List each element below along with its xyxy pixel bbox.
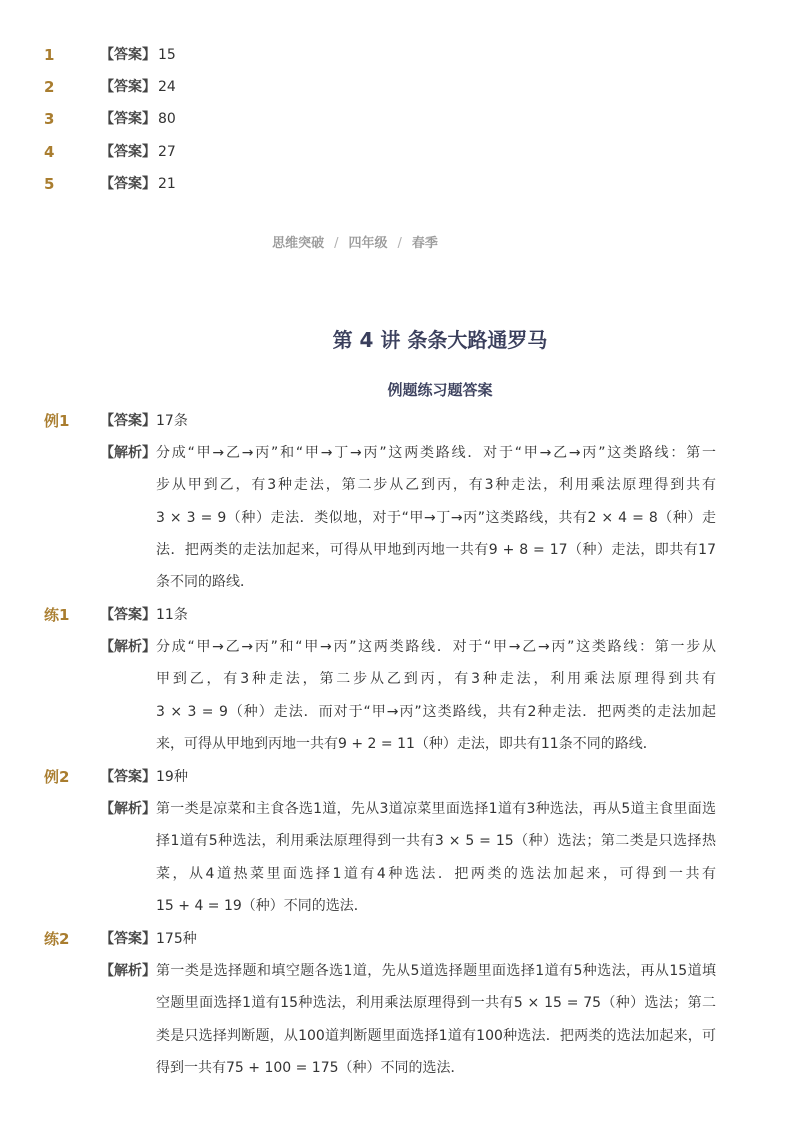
- analysis-line: 甲到乙，有3种走法，第二步从乙到丙，有3种走法，利用乘法原理得到共有: [156, 671, 716, 688]
- exercise-label: 练1: [44, 606, 70, 624]
- answer-value: 24: [158, 79, 176, 95]
- page-footer-brand: [0, 232, 710, 251]
- analysis-tag: 【解析】: [100, 639, 156, 655]
- answer-number: 1: [44, 46, 55, 64]
- analysis-line: 菜，从4道热菜里面选择1道有4种选法．把两类的选法加起来，可得到一共有: [156, 865, 716, 882]
- analysis-text: [156, 955, 716, 1084]
- exercise-label: 例2: [44, 768, 70, 786]
- analysis-line: 3 × 3 = 9（种）走法．类似地，对于“甲→丁→丙”这类路线，共有2 × 4 = 8（种）走: [156, 509, 716, 526]
- answer-value: 21: [158, 176, 176, 192]
- analysis-line: 法．把两类的走法加起来，可得从甲地到丙地一共有9 + 8 = 17（种）走法，即共有17: [156, 541, 716, 558]
- answer-number: 3: [44, 110, 55, 128]
- answer-value: 11条: [156, 607, 188, 623]
- analysis-line: 步从甲到乙，有3种走法，第二步从乙到丙，有3种走法，利用乘法原理得到共有: [156, 477, 716, 494]
- analysis-tag: 【解析】: [100, 963, 156, 979]
- answer-number: 4: [44, 143, 55, 161]
- analysis-text: [156, 631, 716, 760]
- answer-number: 5: [44, 175, 55, 193]
- answer-tag: 【答案】: [100, 111, 156, 127]
- answer-value: 17条: [156, 413, 188, 429]
- analysis-line: 择1道有5种选法，利用乘法原理得到一共有3 × 5 = 15（种）选法；第二类是只选择热: [156, 833, 716, 850]
- analysis-line: 分成“甲→乙→丙”和“甲→丙”这两类路线．对于“甲→乙→丙”这类路线：第一步从: [156, 639, 716, 655]
- separator: /: [334, 236, 339, 251]
- analysis-text: [156, 793, 716, 922]
- analysis-line: 3 × 3 = 9（种）走法．而对于“甲→丙”这类路线，共有2种走法．把两类的走法加起: [156, 703, 716, 720]
- analysis-line: 分成“甲→乙→丙”和“甲→丁→丙”这两类路线．对于“甲→乙→丙”这类路线：第一: [156, 445, 716, 461]
- answer-tag: 【答案】: [100, 607, 156, 623]
- answer-number: 2: [44, 78, 55, 96]
- separator: /: [397, 236, 402, 251]
- answer-value: 175种: [156, 931, 197, 947]
- answer-tag: 【答案】: [100, 176, 156, 192]
- answer-tag: 【答案】: [100, 144, 156, 160]
- lecture-title: 第 4 讲 条条大路通罗马: [332, 328, 548, 352]
- grade-label: 四年级: [348, 236, 388, 251]
- analysis-line: 得到一共有75 + 100 = 175（种）不同的选法．: [156, 1059, 465, 1076]
- answer-tag: 【答案】: [100, 47, 156, 63]
- answer-value: 27: [158, 144, 176, 160]
- answer-tag: 【答案】: [100, 79, 156, 95]
- answer-tag: 【答案】: [100, 413, 156, 429]
- section-title: 例题练习题答案: [387, 381, 493, 399]
- analysis-tag: 【解析】: [100, 445, 156, 461]
- analysis-line: 第一类是凉菜和主食各选1道，先从3道凉菜里面选择1道有3种选法，再从5道主食里面选: [156, 801, 716, 817]
- exercise-label: 例1: [44, 412, 70, 430]
- answer-value: 19种: [156, 769, 188, 785]
- analysis-line: 条不同的路线．: [156, 574, 254, 591]
- exercise-label: 练2: [44, 930, 70, 948]
- answer-tag: 【答案】: [100, 931, 156, 947]
- analysis-line: 第一类是选择题和填空题各选1道，先从5道选择题里面选择1道有5种选法，再从15道填: [156, 963, 716, 979]
- analysis-line: 空题里面选择1道有15种选法，利用乘法原理得到一共有5 × 15 = 75（种）选法；第二: [156, 995, 716, 1012]
- analysis-tag: 【解析】: [100, 801, 156, 817]
- answer-value: 80: [158, 111, 176, 127]
- analysis-text: [156, 437, 716, 598]
- analysis-line: 15 + 4 = 19（种）不同的选法．: [156, 897, 368, 914]
- brand-name: 思维突破: [272, 236, 325, 251]
- answer-value: 15: [158, 47, 176, 63]
- answer-tag: 【答案】: [100, 769, 156, 785]
- analysis-line: 来，可得从甲地到丙地一共有9 + 2 = 11（种）走法，即共有11条不同的路线．: [156, 735, 657, 752]
- season-label: 春季: [411, 236, 438, 251]
- analysis-line: 类是只选择判断题，从100道判断题里面选择1道有100种选法．把两类的选法加起来，可: [156, 1027, 716, 1044]
